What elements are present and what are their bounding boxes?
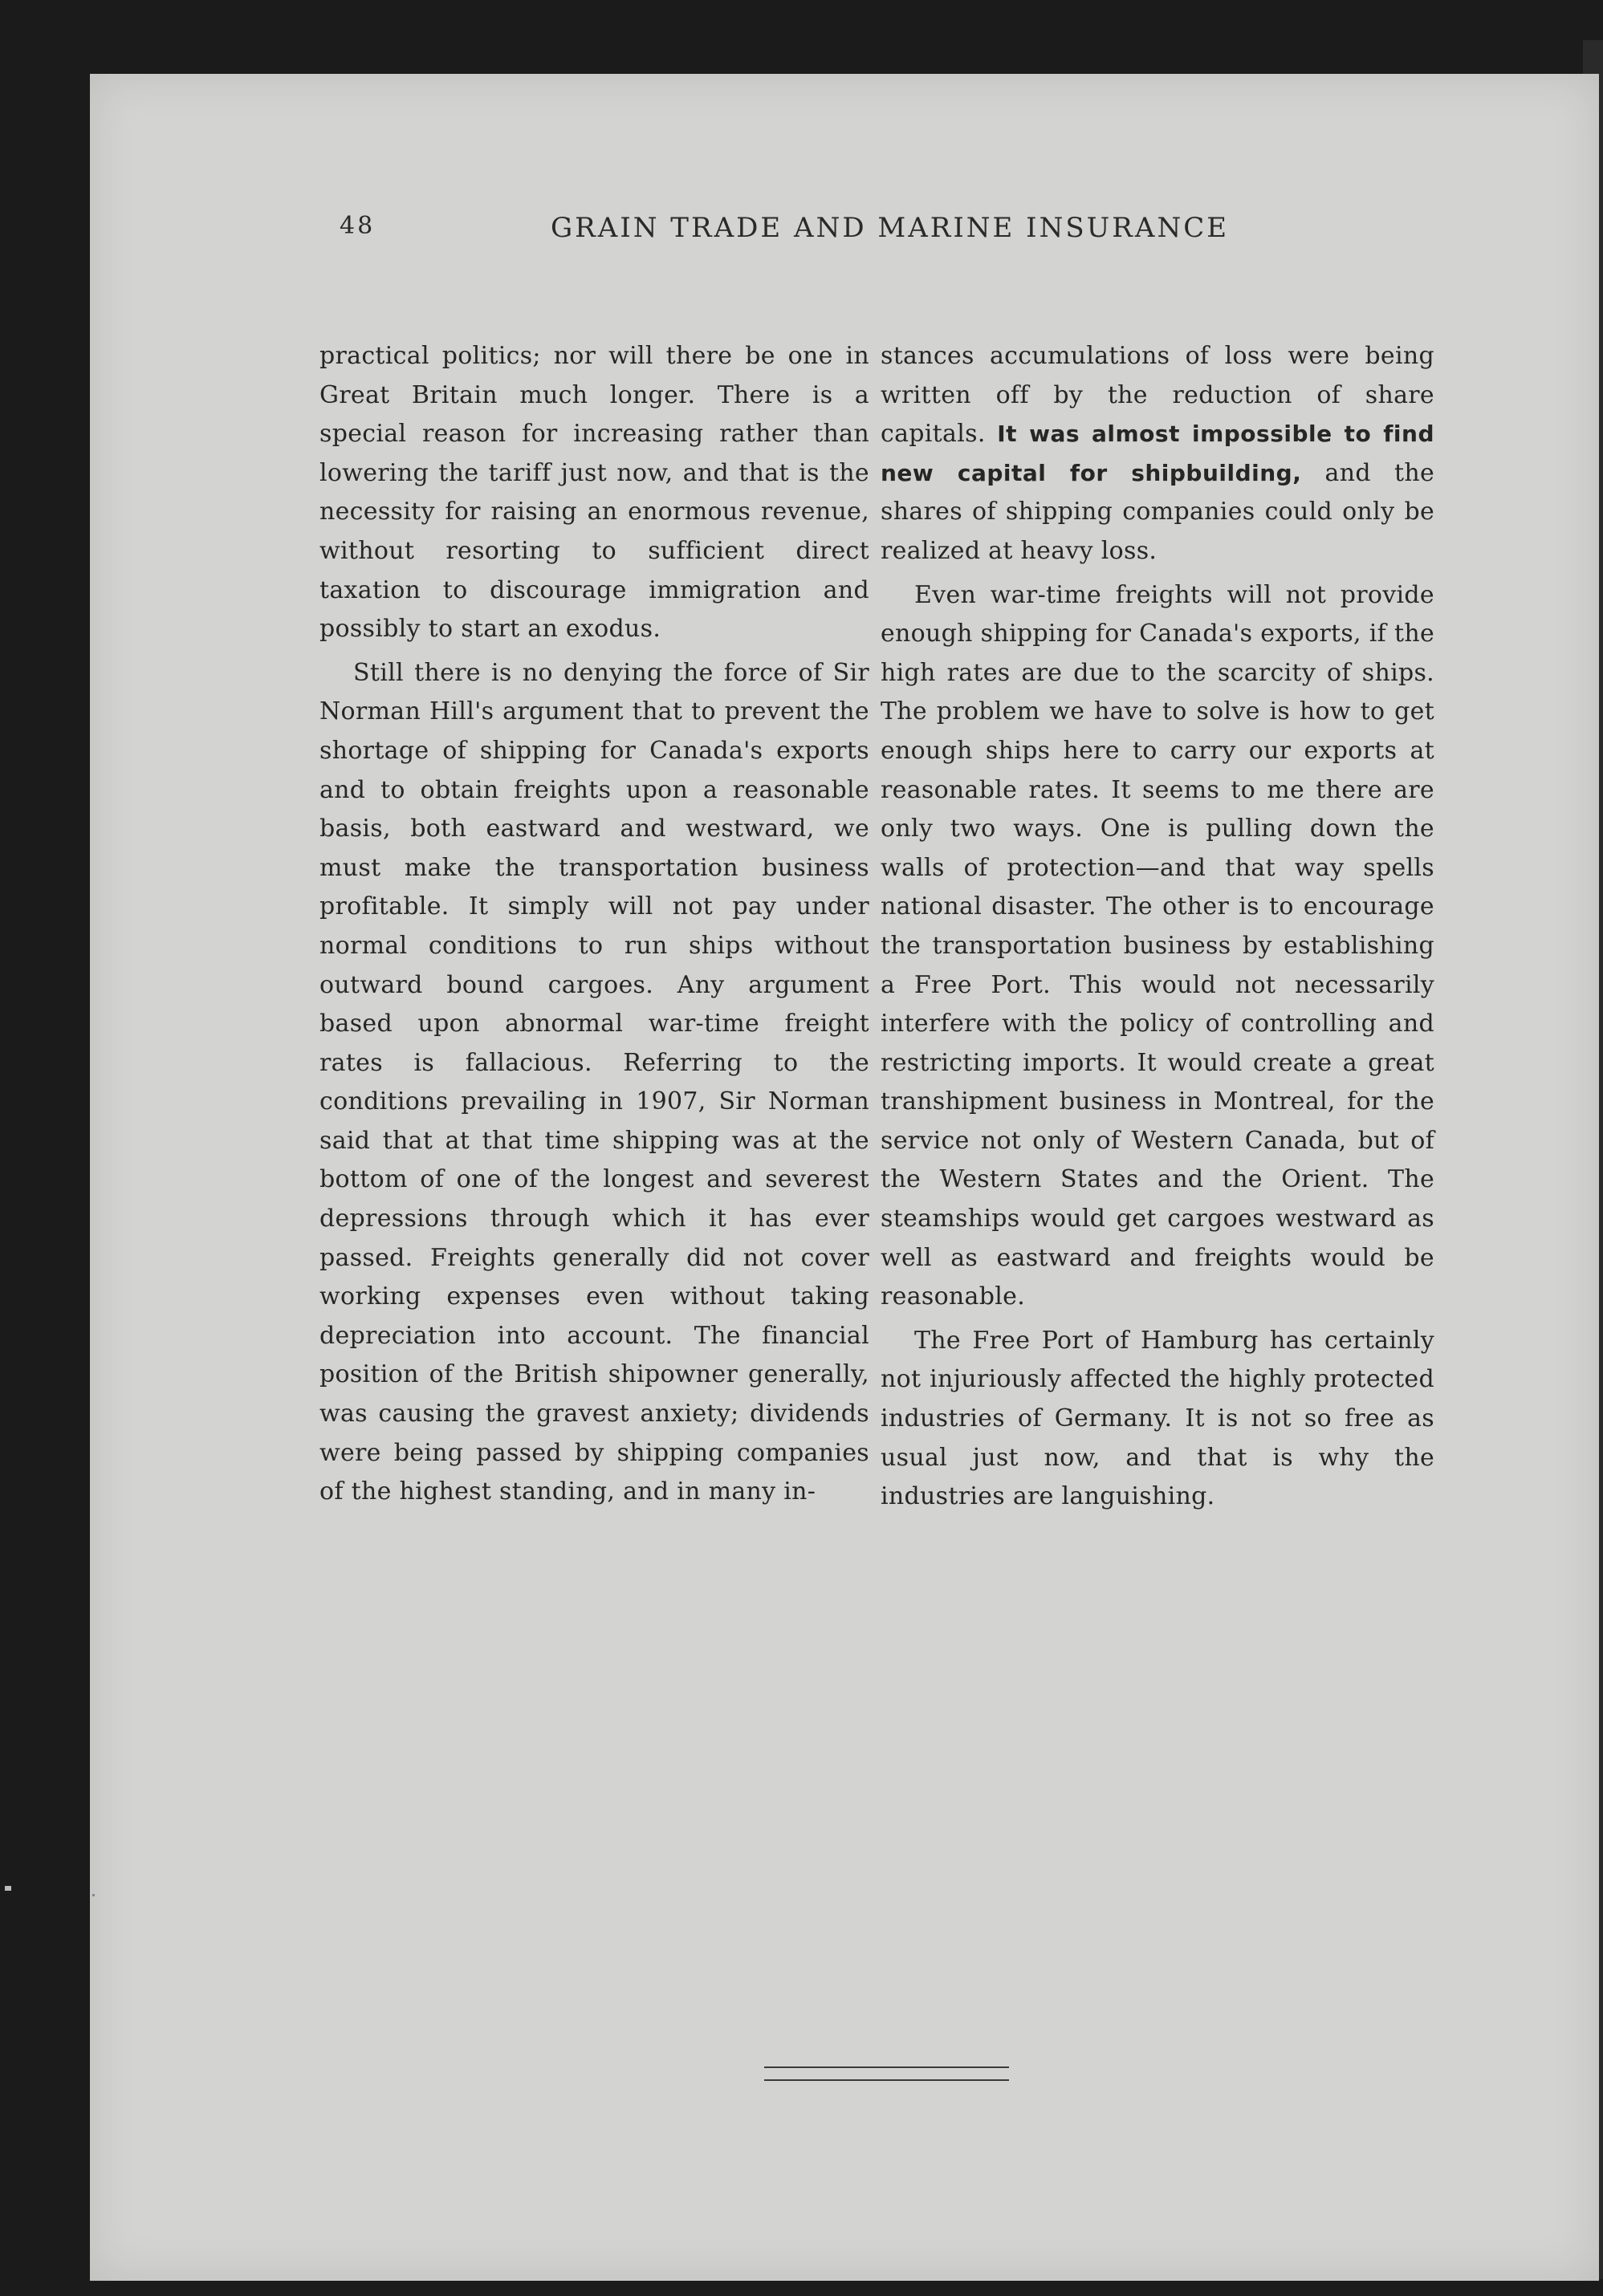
right-column: [881, 337, 1434, 1522]
bold-emphasis: It was almost impossible to find new capital for shipbuilding,: [881, 421, 1434, 486]
scan-mark-left-2: [92, 1894, 95, 1896]
right-paragraph-3: The Free Port of Hamburg has certainly not injuriously affected the highly protected industries of Germany. It is not so free as usual just now, and that is why the industries are languishing.: [881, 1326, 1434, 1511]
left-paragraph-1: practical politics; nor will there be one in Great Britain much longer. There is a special reason for increasing rather than lowering the tariff just now, and that is the necessity for raising an enormous revenue, without resorting to sufficient direct taxation to discourage immigration and possibly to start an exodus.: [319, 342, 869, 644]
closing-rule-top: [764, 2066, 1009, 2068]
left-paragraph-2: Still there is no denying the force of Sir Norman Hill's argument that to prevent the shortage of shipping for Canada's exports and to obtain freights upon a reasonable basis, both eastward and westward, we must make the transportation business profitable. It simply will not pay under normal conditions to run ships without outward bound cargoes. Any argument based upon abnormal war-time freight rates is fallacious. Referring to the conditions prevailing in 1907, Sir Norman said that at that time shipping was at the bottom of one of the longest and severest depressions through which it has ever passed. Freights generally did not cover working expenses even without taking depreciation into account. The financial position of the British shipowner generally, was causing the gravest anxiety; dividends were being passed by shipping companies of the highest standing, and in many in-: [319, 658, 869, 1506]
right-paragraph-2: Even war-time freights will not provide enough shipping for Canada's exports, if the high rates are due to the scarcity of ships. The problem we have to solve is how to get enough ships here to carry our exports at reasonable rates. It seems to me there are only two ways. One is pulling down the walls of protection—and that way spells national disaster. The other is to encourage the transportation business by establishing a Free Port. This would not necessarily interfere with the policy of controlling and restricting imports. It would create a great transhipment business in Montreal, for the service not only of Western Canada, but of the Western States and the Orient. The steamships would get cargoes westward as well as eastward and freights would be reasonable.: [881, 580, 1434, 1311]
right-paragraph-1-start: stances accumulations of loss were being written off by the reduction of share capitals.: [881, 342, 1434, 449]
right-paragraph-1-end: and the shares of shipping companies could only be realized at heavy loss.: [881, 458, 1434, 565]
page-number: 48: [340, 212, 376, 240]
right-paragraph-1: [881, 337, 1434, 571]
closing-rule-bottom: [764, 2079, 1009, 2081]
scan-mark-left: [5, 1886, 11, 1891]
running-title: GRAIN TRADE AND MARINE INSURANCE: [551, 212, 1230, 244]
left-column: [319, 337, 869, 1517]
